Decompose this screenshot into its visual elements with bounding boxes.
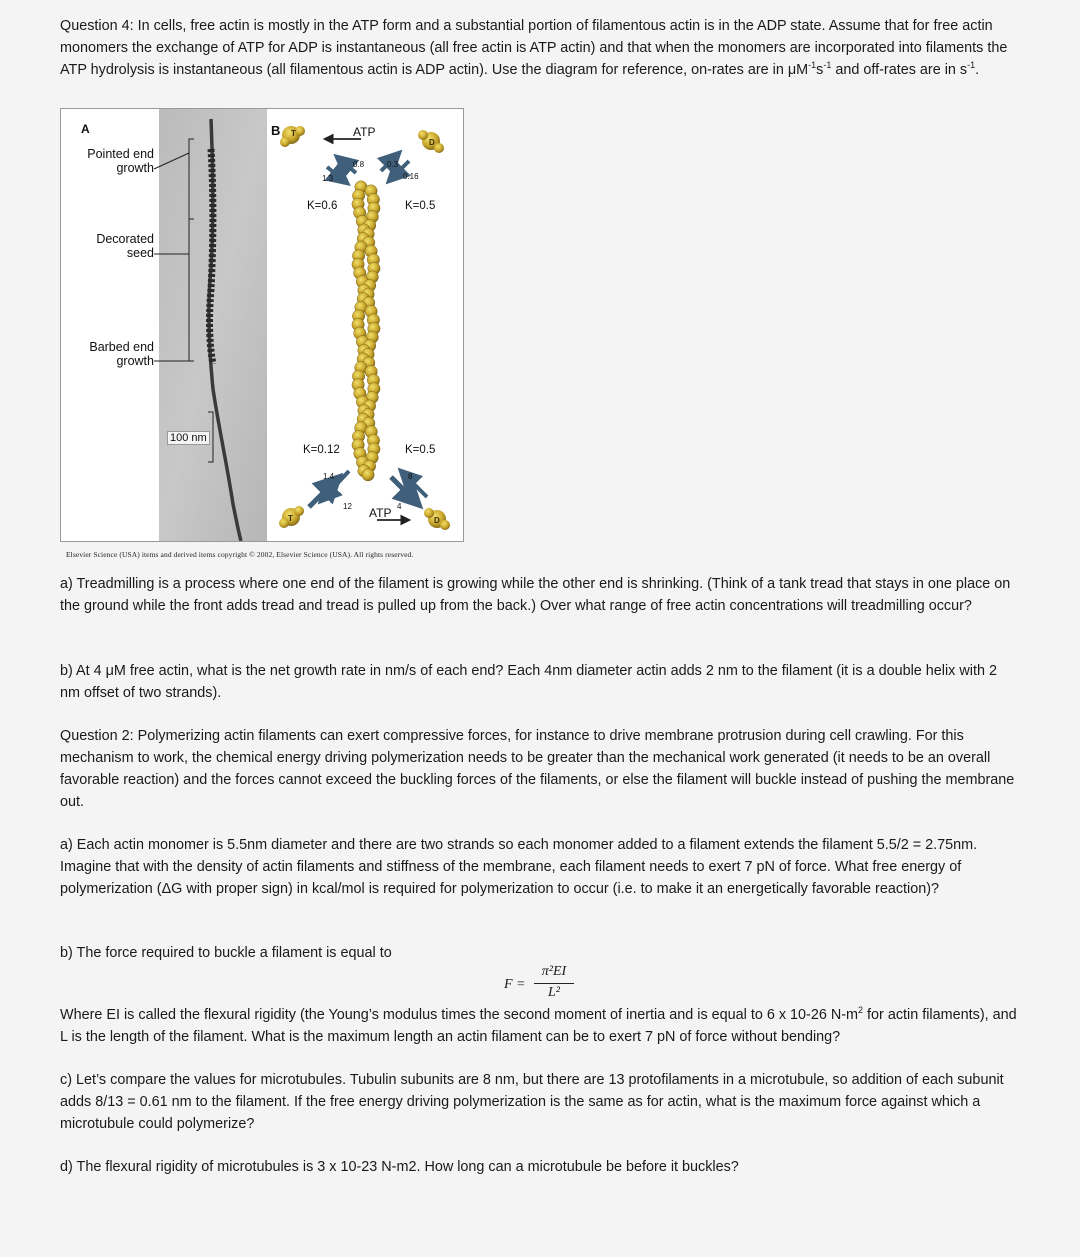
rate-top-t-on: 1.3 — [322, 174, 334, 183]
rate-bottom-t-off: 1.4 — [323, 472, 335, 481]
formula-denominator: L² — [548, 985, 560, 1000]
panel-b-letter: B — [271, 123, 281, 138]
glyph-d-bottom: D — [434, 516, 440, 525]
barbed-end-label-line1: Barbed end — [89, 340, 154, 354]
decorated-seed-label — [83, 232, 154, 260]
rate-bottom-d-on: 4 — [397, 502, 402, 511]
formula-numerator: π²EI — [541, 964, 567, 979]
question-2-part-b: b) The force required to buckle a filament is equal to — [60, 945, 392, 961]
kinetics-diagram — [269, 109, 463, 541]
pointed-end-label — [83, 147, 154, 175]
formula-fraction-bar — [534, 983, 574, 984]
glyph-t-bottom: T — [288, 514, 293, 523]
pointed-end-label-line2: growth — [116, 161, 154, 175]
question-4-part-b: b) At 4 μM free actin, what is the net growth rate in nm/s of each end? Each 4nm diameter actin adds 2 nm to the filament (it is a double helix with 2 nm offset of two strands). — [60, 663, 997, 701]
pointed-end-label-line1: Pointed end — [87, 147, 154, 161]
figure-credit: Elsevier Science (USA) items and derived items copyright © 2002, Elsevier Science (USA). All rights reserved. — [66, 550, 414, 559]
k-bottom-right: K=0.5 — [405, 444, 436, 456]
formula-f: F = — [504, 977, 526, 992]
k-top-left: K=0.6 — [307, 200, 338, 212]
panel-b-kinetics — [269, 109, 463, 541]
glyph-d-top: D — [429, 138, 435, 147]
rate-top-t-off: 0.8 — [353, 160, 365, 169]
question-2-part-b-continued: Where EI is called the flexural rigidity (the Young’s modulus times the second moment of inertia and is equal to 6 x 10-26 $N-m^2$ for actin filaments), and L is the length of the filament. What is the maximum length an actin filament can be to exert 7 pN of force without bending? — [60, 1005, 1017, 1045]
question-4-part-a: a) Treadmilling is a process where one end of the filament is growing while the other end is shrinking. (Think of a tank tread that stays in one place on the ground while the front adds tread and tread is pulled up from the back.) Over what range of free actin concentrations will treadmilling occur? — [60, 576, 1011, 614]
question-2-part-a: a) Each actin monomer is 5.5nm diameter and there are two strands so each monomer added to a filament extends the filament 5.5/2 = 2.75nm. Imagine that with the density of actin filaments and stiffness of the membrane, each filament needs to exert 7 pN of force. What free energy of polymerization (ΔG with proper sign) in kcal/mol is required for polymerization to occur (i.e. to make it an energetically favorable reaction)? — [60, 837, 978, 897]
rate-top-d-on: 0.16 — [403, 172, 419, 181]
rate-bottom-t-on: 12 — [343, 502, 352, 511]
question-2-intro: Question 2: Polymerizing actin filaments can exert compressive forces, for instance to drive membrane protrusion during cell crawling. For this mechanism to work, the chemical energy driving polymerization needs to be greater than the mechanical work generated (it needs to be an overall favorable reaction) and the forces cannot exceed the buckling forces of the filaments, or else the filament will buckle instead of pushing the membrane out. — [60, 728, 1015, 810]
actin-filament — [352, 181, 380, 481]
decorated-seed-label-line1: Decorated — [96, 232, 154, 246]
k-bottom-left: K=0.12 — [303, 444, 340, 456]
rate-arrow-bottom-right-off — [391, 477, 419, 505]
filament-decorated-seed — [210, 149, 213, 364]
monomer-strand-b — [362, 469, 374, 481]
rate-top-d-off: 0.3 — [387, 160, 399, 169]
atp-label-bottom: ATP — [369, 506, 392, 520]
atp-label-top: ATP — [353, 125, 376, 139]
decorated-seed-label-line2: seed — [126, 246, 154, 260]
barbed-end-label-line2: growth — [116, 354, 154, 368]
scale-bar-label: 100 nm — [167, 431, 210, 445]
question-4-intro: Question 4: In cells, free actin is mostly in the ATP form and a substantial portion of filamentous actin is in the ADP state. Assume that for free actin monomers the exchange of ATP for ADP is instantaneous (all free actin is ATP actin) and that when the monomers are incorporated into filaments the ATP hydrolysis is instantaneous (all filamentous actin is ADP actin). Use the diagram for reference, on-rates are in $\mu M^{-1}s^{-1}$ and off-rates are in $s^{-1}$. — [60, 18, 1008, 78]
panel-a-micrograph — [61, 109, 267, 541]
rate-bottom-d-off: 8 — [408, 472, 413, 481]
barbed-end-label — [79, 340, 154, 368]
rate-arrow-bottom-left-on — [309, 477, 339, 507]
glyph-t-top: T — [291, 129, 296, 138]
k-top-right: K=0.5 — [405, 200, 436, 212]
question-2-part-c: c) Let’s compare the values for microtubules. Tubulin subunits are 8 nm, but there are 13 protofilaments in a microtubule, so addition of each subunit adds 8/13 = 0.61 nm to the filament. If the free energy driving polymerization is the same as for actin, what is the maximum force against which a microtubule could polymerize? — [60, 1072, 1004, 1132]
panel-a-letter: A — [81, 122, 90, 136]
question-2-part-d: d) The flexural rigidity of microtubules is 3 x 10-23 N-m2. How long can a microtubule be before it buckles? — [60, 1159, 739, 1175]
actin-figure — [60, 108, 464, 542]
